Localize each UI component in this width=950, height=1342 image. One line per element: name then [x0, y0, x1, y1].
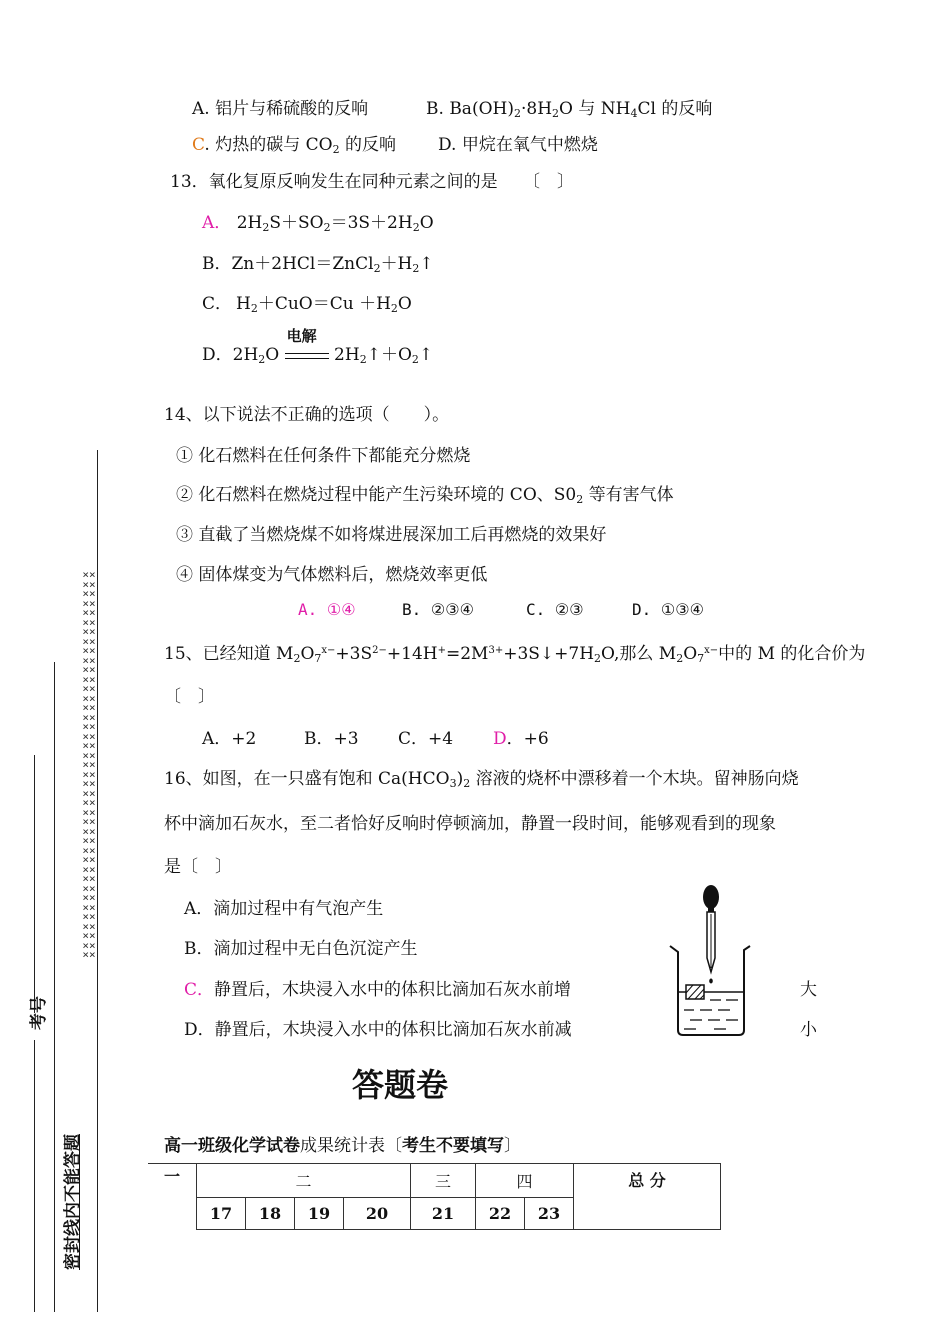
- q15-paren: 〔 〕: [164, 687, 215, 707]
- q14-statement-4: ④ 固体煤变为气体燃料后，燃烧效率更低: [176, 565, 488, 585]
- q14-statement-3: ③ 直截了当燃烧煤不如将煤进展深加工后再燃烧的效果好: [176, 525, 607, 545]
- q13-option-a: [202, 208, 434, 234]
- q14-statement-1: ① 化石燃料在任何条件下都能充分燃烧: [176, 446, 471, 466]
- q15-option-d: D．+6: [493, 729, 549, 749]
- q16-stem-line-1: 16、如图，在一只盛有饱和 $Ca(HCO_3)_2$ 溶液的烧杯中漂移着一个木块。留神肠向烧: [164, 769, 799, 790]
- exam-no-label: 考号: [29, 996, 49, 1030]
- q15-option-c: C．+4: [398, 729, 454, 749]
- q12-option-d: D. 甲烷在氧气中燃烧: [438, 135, 598, 155]
- q12-option-b: B. $Ba(OH)_2\cdot 8H_2O$ 与 $NH_4Cl$ 的反响: [426, 99, 713, 120]
- header-cell: 四: [476, 1164, 574, 1198]
- number-cell: 17: [197, 1198, 246, 1230]
- q13-stem: 13．氧化复原反响发生在同种元素之间的是 〔 〕: [170, 172, 575, 192]
- q16-option-c-end: 大: [800, 980, 817, 1000]
- header-cell: 三: [411, 1164, 476, 1198]
- q14-option-b: B. ②③④: [402, 600, 474, 619]
- q16-option-c: C．静置后，木块浸入水中的体积比滴加石灰水前增: [184, 980, 572, 1000]
- q15-stem: 15、已经知道 $M_2O_7^{x-}+3S^{2-}+14H^+=2M^{3+}+3S↓+7H_2O$,那么 $M_2O_7^{x-}$中的 M 的化合价为: [164, 644, 866, 665]
- q14-option-a: A. ①④: [298, 600, 356, 619]
- number-cell: 21: [411, 1198, 476, 1230]
- q16-option-b: B．滴加过程中无白色沉淀产生: [184, 939, 418, 959]
- seal-line-inner: [54, 662, 55, 1312]
- table-row: [148, 1164, 721, 1198]
- q13-option-b: B．$Zn+2HCl=ZnCl_2+H_2↑$: [202, 254, 434, 275]
- equation: $Zn+2HCl=ZnCl_2+H_2↑$: [231, 254, 434, 275]
- q14-stem: 14、以下说法不正确的选项（ ）。: [164, 405, 450, 425]
- q16-stem-line-2: 杯中滴加石灰水，至二者恰好反响时停顿滴加，静置一段时间，能够观看到的现象: [164, 814, 776, 834]
- score-table: [148, 1163, 721, 1230]
- score-table-caption: 高一班级化学试卷成果统计表〔考生不要填写〕: [164, 1136, 521, 1156]
- q14-option-c: C. ②③: [526, 600, 584, 619]
- q12-option-c: C. 灼热的碳与 $CO_2$ 的反响: [192, 135, 396, 156]
- number-cell: 23: [525, 1198, 574, 1230]
- answer-mark: C．: [184, 980, 215, 1000]
- number-cell: 22: [476, 1198, 525, 1230]
- exam-no-underline: [34, 755, 35, 1013]
- q16-option-d-end: 小: [800, 1020, 817, 1040]
- q14-statement-2: ② 化石燃料在燃烧过程中能产生污染环境的 CO、$S0_2$ 等有害气体: [176, 485, 674, 506]
- answer-mark: A．: [202, 213, 232, 233]
- q15-option-a: A．+2: [202, 729, 257, 749]
- number-cell: 18: [246, 1198, 295, 1230]
- number-cell: 19: [295, 1198, 344, 1230]
- beaker-dropper-figure: [666, 880, 766, 1040]
- seal-notice: 密封线内不能答题: [63, 1134, 83, 1270]
- equation: $2H_2S+SO_2=3S+2H_2O$: [236, 213, 434, 234]
- q12-option-a: A. 铝片与稀硫酸的反响: [192, 99, 369, 119]
- answer-mark: C: [192, 135, 205, 155]
- drop: [709, 979, 713, 984]
- q14-option-d: D. ①③④: [632, 600, 704, 619]
- exam-no-underline-2: [34, 1040, 35, 1312]
- seal-x-marks: ××××××××××××××××××××××××××××××××××××××××××××××××××××××××××××××××××××××××××××××××××: [82, 568, 96, 961]
- q13-option-d: D．$2H_2O$ 电解 $2H_2↑+O_2↑$: [202, 326, 434, 366]
- header-cell: 一: [148, 1164, 197, 1230]
- q16-stem-line-3: 是〔 〕: [164, 857, 232, 877]
- number-cell: 20: [344, 1198, 411, 1230]
- answer-mark: D: [493, 729, 507, 749]
- seal-line-outer: [97, 450, 98, 1312]
- header-cell: 二: [197, 1164, 411, 1198]
- header-cell: 总 分: [574, 1164, 721, 1230]
- q15-option-b: B．+3: [304, 729, 359, 749]
- q16-option-d: D．静置后，木块浸入水中的体积比滴加石灰水前减: [184, 1020, 572, 1040]
- q13-option-c: C． $H_2+CuO=Cu +H_2O$: [202, 294, 412, 315]
- dropper-bulb: [703, 885, 719, 909]
- answer-sheet-title: 答题卷: [352, 1066, 449, 1104]
- q16-option-a: A．滴加过程中有气泡产生: [184, 899, 384, 919]
- equation: $H_2+CuO=Cu +H_2O$: [236, 294, 412, 315]
- electrolysis-arrow: 电解: [285, 346, 329, 366]
